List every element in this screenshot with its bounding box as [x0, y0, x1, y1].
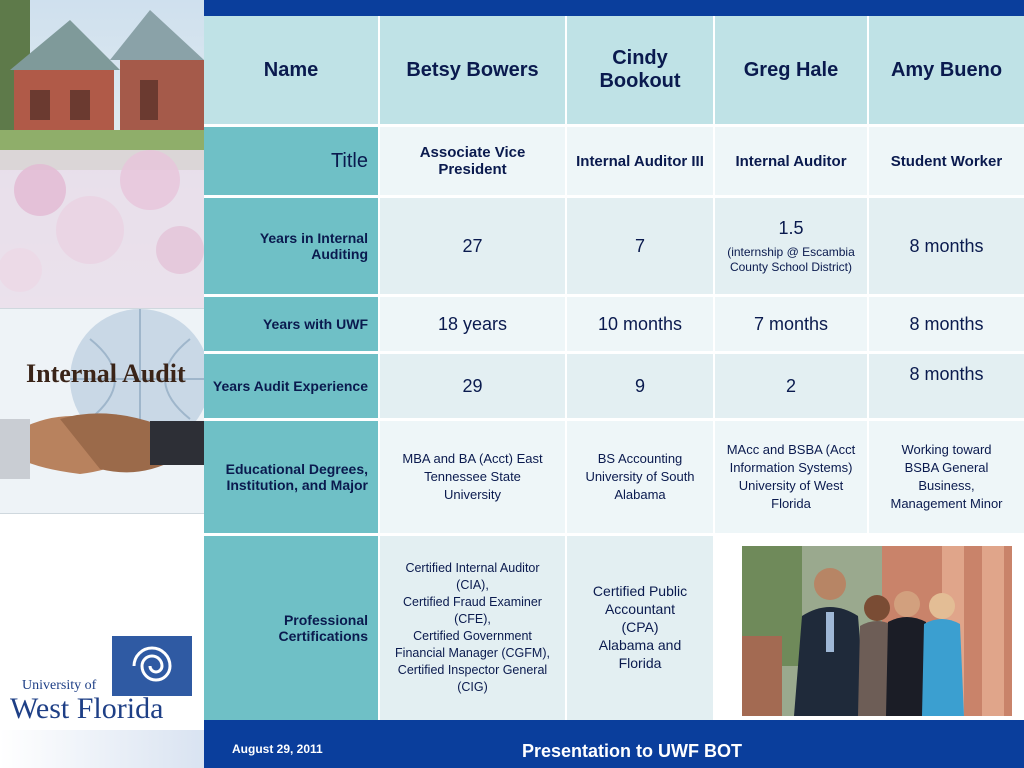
footer-presentation-title: Presentation to UWF BOT: [522, 741, 742, 761]
row-label-years-internal: Years in Internal Auditing: [204, 198, 378, 294]
internal-audit-text: Internal Audit: [26, 359, 186, 388]
row-label-education: Educational Degrees, Institution, and Major: [204, 421, 378, 533]
years-audit-cell: 2: [715, 354, 867, 418]
row-label-certifications: Professional Certifications: [204, 536, 378, 720]
row-label-years-uwf: Years with UWF: [204, 297, 378, 351]
header-person: Greg Hale: [715, 16, 867, 124]
footer-date: August 29, 2011: [232, 742, 323, 756]
years-audit-cell: 29: [380, 354, 565, 418]
header-name: Name: [204, 16, 378, 124]
cert-line: Certified Government Financial Manager (CGFM),: [395, 629, 550, 660]
years-uwf-cell: 18 years: [380, 297, 565, 351]
years-uwf-cell: 8 months: [869, 297, 1024, 351]
certifications-cell-cindy: [567, 536, 713, 720]
building-photo: [0, 0, 204, 308]
bottom-left-fade: [0, 730, 204, 768]
years-internal-cell: 7: [567, 198, 713, 294]
nautilus-logo-icon: [112, 636, 192, 696]
uwf-logo: [8, 632, 198, 732]
certifications-cell-betsy: [380, 536, 565, 720]
education-cell: MAcc and BSBA (Acct Information Systems) University of West Florida: [715, 421, 867, 533]
education-cell: BS Accounting University of South Alabama: [567, 421, 713, 533]
row-label-title: Title: [204, 127, 378, 195]
row-label-years-audit: Years Audit Experience: [204, 354, 378, 418]
logo-line1: University of: [22, 678, 97, 693]
cert-line: (CPA): [621, 619, 659, 635]
years-internal-cell: 8 months: [869, 198, 1024, 294]
cert-line: Alabama and Florida: [598, 637, 682, 671]
header-person: Amy Bueno: [869, 16, 1024, 124]
years-internal-cell: 27: [380, 198, 565, 294]
top-bar: [204, 0, 1024, 16]
years-internal-value: 1.5: [778, 217, 804, 238]
education-cell: MBA and BA (Acct) East Tennessee State University: [380, 421, 565, 533]
cert-line: Certified Inspector General: [397, 663, 548, 677]
left-panel: [0, 0, 204, 768]
header-person: Betsy Bowers: [380, 16, 565, 124]
title-cell: Student Worker: [869, 127, 1024, 195]
title-cell: Associate Vice President: [380, 127, 565, 195]
years-internal-cell-greg: [715, 198, 867, 294]
years-uwf-cell: 10 months: [567, 297, 713, 351]
cert-line: Certified Public Accountant: [592, 583, 688, 617]
education-cell: Working toward BSBA General Business, Management Minor: [869, 421, 1024, 533]
internship-note: (internship @ Escambia County School District): [727, 244, 855, 274]
logo-line2: West Florida: [10, 692, 164, 725]
years-audit-cell: 9: [567, 354, 713, 418]
header-person: Cindy Bookout: [567, 16, 713, 124]
title-cell: Internal Auditor III: [567, 127, 713, 195]
years-audit-cell: 8 months: [869, 354, 1024, 418]
years-uwf-cell: 7 months: [715, 297, 867, 351]
title-cell: Internal Auditor: [715, 127, 867, 195]
cert-line: (CIG): [457, 680, 488, 694]
staff-group-photo: [742, 546, 1012, 716]
cert-line: Certified Internal Auditor (CIA),: [405, 561, 540, 592]
cert-line: Certified Fraud Examiner (CFE),: [403, 595, 542, 626]
internal-audit-banner: [0, 308, 204, 514]
